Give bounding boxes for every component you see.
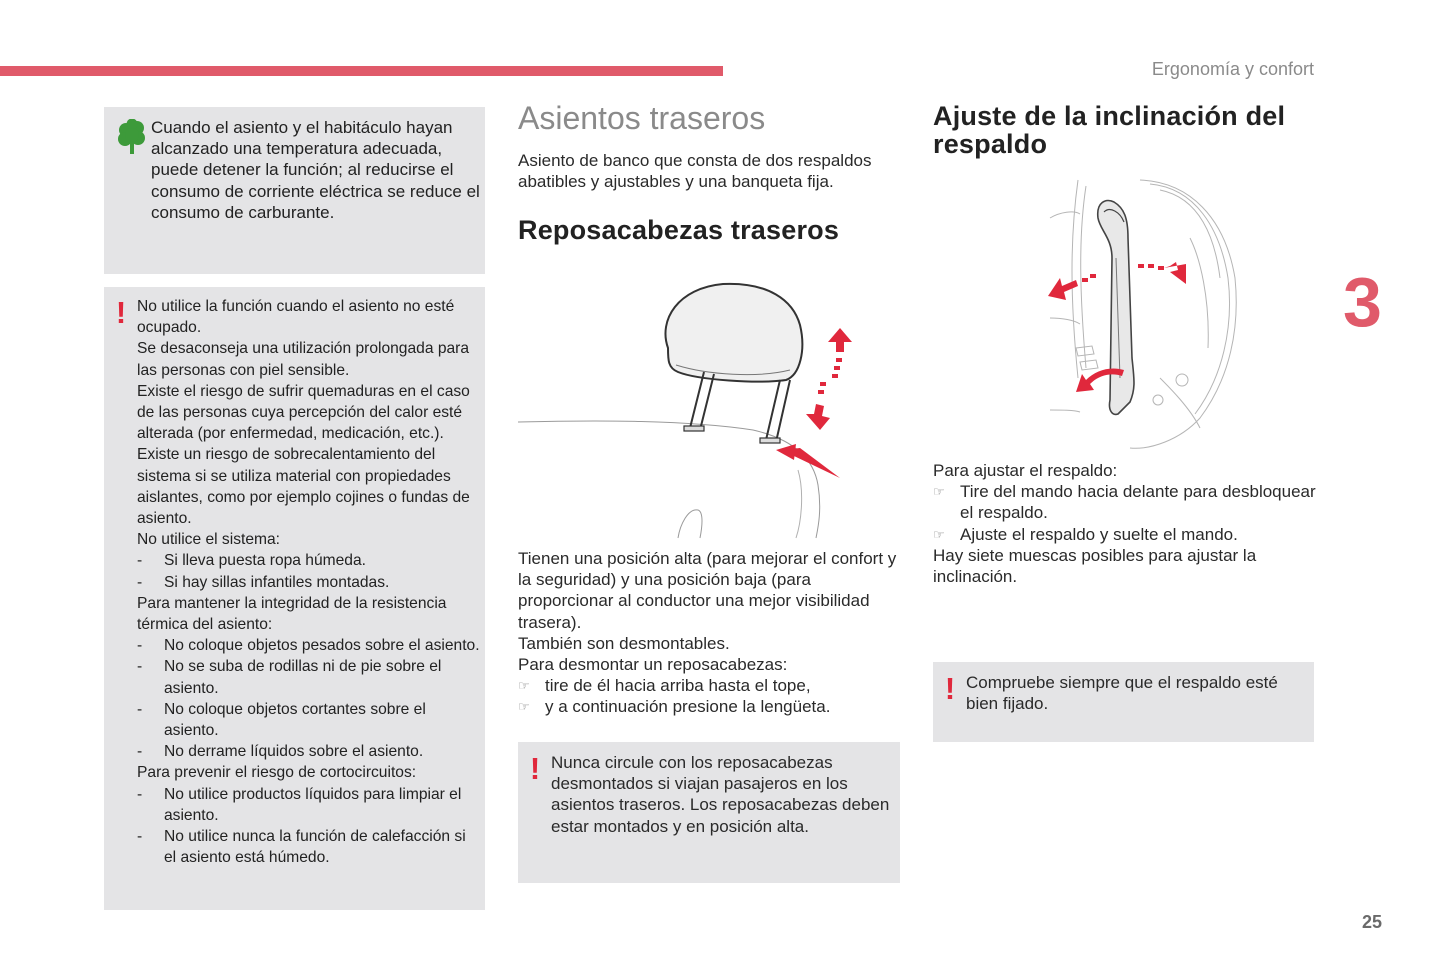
headrests-title: Reposacabezas traseros (518, 215, 840, 245)
warning-dash-item: - Si hay sillas infantiles montadas. (137, 572, 482, 593)
chapter-number: 3 (1343, 263, 1382, 341)
warning-line: Existe un riesgo de sobrecalentamiento del sistema si se utiliza material con propiedades aislantes, como por ejemplo cojines o fundas de asiento. (137, 446, 470, 528)
warning-line: Existe el riesgo de sufrir quemaduras en el caso de las personas cuya percepción del calor esté alterada (por enfermedad, medicación, etc.). (137, 382, 470, 443)
eco-note-text: Cuando el asiento y el habitáculo hayan alcanzado una temperatura adecuada, puede detener la función; al reducirse el consumo de corriente eléctrica se reduce el consumo de carburante. (151, 118, 480, 222)
heating-warning-box (104, 287, 485, 910)
pointing-hand-icon: ☞ (518, 678, 530, 694)
warning-line: Se desaconseja una utilización prolongada para las personas con piel sensible. (137, 340, 470, 379)
warning-dash-item: - No utilice nunca la función de calefacción si el asiento está húmedo. (137, 826, 482, 868)
headrest-illustration (518, 280, 858, 540)
warning-line: Para prevenir el riesgo de cortocircuitos: (137, 764, 417, 782)
warning-line: Para mantener la integridad de la resistencia térmica del asiento: (137, 594, 447, 634)
headrests-step: ☞ tire de él hacia arriba hasta el tope, (518, 676, 811, 696)
pointing-hand-icon: ☞ (933, 484, 945, 500)
backrest-step: ☞ Ajuste el respaldo y suelte el mando. (933, 524, 1238, 544)
tree-icon (116, 119, 148, 155)
backrest-step: ☞ Tire del mando hacia delante para desbloquear el respaldo. (933, 482, 1316, 523)
header-accent-bar (0, 66, 723, 76)
dash-marker: - (137, 828, 143, 846)
dash-marker: - (137, 785, 143, 803)
exclamation-icon: ! (115, 295, 127, 330)
section-title: Ergonomía y confort (1151, 59, 1314, 79)
warning-dash-item: - Si lleva puesta ropa húmeda. (137, 550, 482, 571)
dash-marker: - (137, 637, 143, 655)
exclamation-icon: ! (529, 751, 541, 786)
warning-line: No utilice el sistema: (137, 531, 280, 549)
backrest-warning-box (933, 662, 1314, 742)
warning-dash-item: - No se suba de rodillas ni de pie sobre el asiento. (137, 656, 482, 698)
dash-marker: - (137, 573, 143, 591)
exclamation-icon: ! (944, 671, 956, 706)
headrests-paragraph: Para desmontar un reposacabezas: (518, 655, 788, 675)
warning-line: No utilice la función cuando el asiento no esté ocupado. (137, 298, 455, 337)
dash-marker: - (137, 743, 143, 761)
pointing-hand-icon: ☞ (933, 526, 945, 542)
warning-dash-item: - No coloque objetos cortantes sobre el asiento. (137, 699, 482, 741)
headrests-paragraph: También son desmontables. (518, 633, 730, 653)
headrest-warning-box (518, 742, 900, 883)
warning-dash-item: - No derrame líquidos sobre el asiento. (137, 741, 482, 762)
dash-marker: - (137, 700, 143, 718)
backrest-instructions (933, 460, 1323, 587)
warning-dash-item: - No coloque objetos pesados sobre el asiento. (137, 635, 482, 656)
backrest-warning-text: Compruebe siempre que el respaldo esté bien fijado. (966, 673, 1278, 714)
headrests-paragraph: Tienen una posición alta (para mejorar el confort y la seguridad) y una posición baja (para proporcionar al conductor una mejor visibilidad trasera). (518, 549, 897, 632)
headrests-description (518, 548, 908, 718)
backrest-title: Ajuste de la inclinación del respaldo (933, 101, 1286, 159)
backrest-intro: Para ajustar el respaldo: (933, 461, 1118, 480)
backrest-illustration (1040, 178, 1240, 450)
eco-note-box (104, 107, 485, 274)
warning-dash-item: - No utilice productos líquidos para limpiar el asiento. (137, 784, 482, 826)
dash-marker: - (137, 658, 143, 676)
headrests-step: ☞ y a continuación presione la lengüeta. (518, 697, 831, 717)
rear-seats-title: Asientos traseros (518, 100, 766, 136)
pointing-hand-icon: ☞ (518, 699, 530, 715)
backrest-note: Hay siete muescas posibles para ajustar la inclinación. (933, 545, 1257, 587)
page-number: 25 (1362, 912, 1383, 932)
headrest-warning-text: Nunca circule con los reposacabezas desmontados si viajan pasajeros en los asientos traseros. Los reposacabezas deben estar montados y en posición alta. (551, 753, 890, 836)
dash-marker: - (137, 552, 143, 570)
heating-warning-list (137, 296, 482, 868)
rear-seats-intro: Asiento de banco que consta de dos respaldos abatibles y ajustables y una banqueta fija. (518, 151, 872, 192)
